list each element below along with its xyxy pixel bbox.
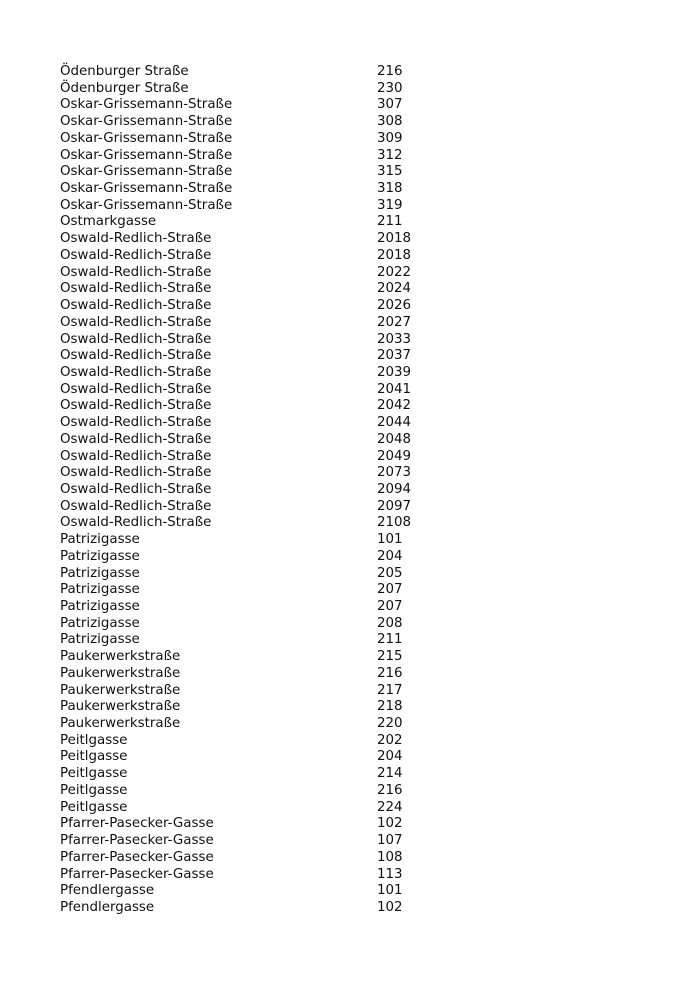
street-name: Oswald-Redlich-Straße: [60, 465, 212, 481]
house-number: 204: [377, 749, 403, 765]
street-name: Peitlgasse: [60, 799, 128, 815]
list-item: [60, 666, 480, 683]
street-name: Peitlgasse: [60, 749, 128, 765]
street-name: Oswald-Redlich-Straße: [60, 381, 212, 397]
list-item: [60, 198, 480, 215]
list-item: [60, 499, 480, 516]
house-number: 216: [377, 782, 403, 798]
house-number: 216: [377, 64, 403, 79]
house-number: 2073: [377, 465, 412, 481]
list-item: [60, 432, 480, 449]
street-name: Patrizigasse: [60, 582, 140, 598]
street-name: Oswald-Redlich-Straße: [60, 364, 212, 380]
street-name: Peitlgasse: [60, 766, 128, 782]
list-item: [60, 833, 480, 850]
list-item: [60, 97, 480, 114]
street-name: Patrizigasse: [60, 599, 140, 614]
street-number-list: [60, 64, 480, 917]
street-name: Oswald-Redlich-Straße: [60, 431, 212, 447]
house-number: 224: [377, 799, 403, 815]
street-name: Oskar-Grissemann-Straße: [60, 197, 233, 213]
list-item: [60, 64, 480, 81]
house-number: 207: [377, 582, 403, 598]
list-item: [60, 365, 480, 382]
list-item: [60, 465, 480, 482]
list-item: [60, 281, 480, 298]
list-item: [60, 415, 480, 432]
list-item: [60, 315, 480, 332]
house-number: 218: [377, 699, 403, 715]
house-number: 204: [377, 548, 403, 564]
street-name: Oswald-Redlich-Straße: [60, 331, 212, 347]
list-item: [60, 231, 480, 248]
house-number: 309: [377, 130, 403, 146]
house-number: 102: [377, 816, 403, 832]
house-number: 2041: [377, 381, 412, 397]
list-item: [60, 265, 480, 282]
house-number: 216: [377, 665, 403, 681]
house-number: 107: [377, 833, 403, 849]
street-name: Oswald-Redlich-Straße: [60, 231, 212, 247]
list-item: [60, 298, 480, 315]
house-number: 2094: [377, 481, 412, 497]
street-name: Oswald-Redlich-Straße: [60, 348, 212, 364]
house-number: 102: [377, 899, 403, 915]
street-name: Pfarrer-Pasecker-Gasse: [60, 816, 214, 832]
list-item: [60, 81, 480, 98]
list-item: [60, 449, 480, 466]
list-item: [60, 616, 480, 633]
list-item: [60, 131, 480, 148]
list-item: [60, 214, 480, 231]
street-name: Pfarrer-Pasecker-Gasse: [60, 849, 214, 865]
list-item: [60, 164, 480, 181]
street-name: Paukerwerkstraße: [60, 665, 181, 681]
house-number: 315: [377, 164, 403, 180]
street-name: Oskar-Grissemann-Straße: [60, 130, 233, 146]
house-number: 202: [377, 732, 403, 748]
list-item: [60, 599, 480, 616]
house-number: 2108: [377, 515, 412, 531]
list-item: [60, 699, 480, 716]
street-name: Oswald-Redlich-Straße: [60, 448, 212, 464]
list-item: [60, 181, 480, 198]
house-number: 217: [377, 682, 403, 698]
house-number: 307: [377, 97, 403, 113]
house-number: 308: [377, 114, 403, 130]
house-number: 2026: [377, 298, 412, 314]
street-name: Oskar-Grissemann-Straße: [60, 97, 233, 113]
street-name: Patrizigasse: [60, 632, 140, 648]
list-item: [60, 482, 480, 499]
house-number: 2097: [377, 498, 412, 514]
street-name: Ödenburger Straße: [60, 64, 189, 79]
street-name: Paukerwerkstraße: [60, 699, 181, 715]
street-name: Paukerwerkstraße: [60, 649, 181, 665]
list-item: [60, 382, 480, 399]
house-number: 2022: [377, 264, 412, 280]
house-number: 2044: [377, 415, 412, 431]
house-number: 215: [377, 649, 403, 665]
street-name: Oswald-Redlich-Straße: [60, 264, 212, 280]
street-name: Oswald-Redlich-Straße: [60, 398, 212, 414]
house-number: 2018: [377, 247, 412, 263]
house-number: 220: [377, 716, 403, 732]
house-number: 2018: [377, 231, 412, 247]
list-item: [60, 148, 480, 165]
list-item: [60, 632, 480, 649]
list-item: [60, 716, 480, 733]
list-item: [60, 582, 480, 599]
house-number: 318: [377, 181, 403, 197]
street-name: Oswald-Redlich-Straße: [60, 314, 212, 330]
house-number: 101: [377, 532, 403, 548]
house-number: 208: [377, 615, 403, 631]
house-number: 205: [377, 565, 403, 581]
house-number: 2027: [377, 314, 412, 330]
list-item: [60, 332, 480, 349]
street-name: Peitlgasse: [60, 732, 128, 748]
house-number: 319: [377, 197, 403, 213]
house-number: 2037: [377, 348, 412, 364]
house-number: 113: [377, 866, 403, 882]
list-item: [60, 900, 480, 917]
street-name: Patrizigasse: [60, 565, 140, 581]
street-name: Oswald-Redlich-Straße: [60, 247, 212, 263]
list-item: [60, 800, 480, 817]
list-item: [60, 248, 480, 265]
street-name: Patrizigasse: [60, 615, 140, 631]
street-name: Ödenburger Straße: [60, 80, 189, 96]
house-number: 312: [377, 147, 403, 163]
list-item: [60, 749, 480, 766]
street-name: Oskar-Grissemann-Straße: [60, 147, 233, 163]
list-item: [60, 114, 480, 131]
house-number: 207: [377, 599, 403, 614]
street-name: Ostmarkgasse: [60, 214, 157, 230]
list-item: [60, 566, 480, 583]
street-name: Patrizigasse: [60, 548, 140, 564]
list-item: [60, 867, 480, 884]
list-item: [60, 683, 480, 700]
street-name: Oswald-Redlich-Straße: [60, 415, 212, 431]
house-number: 2049: [377, 448, 412, 464]
street-name: Oskar-Grissemann-Straße: [60, 181, 233, 197]
house-number: 2033: [377, 331, 412, 347]
house-number: 101: [377, 883, 403, 899]
street-name: Paukerwerkstraße: [60, 716, 181, 732]
street-name: Paukerwerkstraße: [60, 682, 181, 698]
list-item: [60, 649, 480, 666]
list-item: [60, 766, 480, 783]
house-number: 2048: [377, 431, 412, 447]
street-name: Pfendlergasse: [60, 899, 155, 915]
list-item: [60, 816, 480, 833]
list-item: [60, 733, 480, 750]
house-number: 2024: [377, 281, 412, 297]
street-name: Patrizigasse: [60, 532, 140, 548]
street-name: Peitlgasse: [60, 782, 128, 798]
house-number: 2039: [377, 364, 412, 380]
street-name: Oswald-Redlich-Straße: [60, 515, 212, 531]
house-number: 230: [377, 80, 403, 96]
list-item: [60, 348, 480, 365]
street-name: Oswald-Redlich-Straße: [60, 498, 212, 514]
street-name: Oskar-Grissemann-Straße: [60, 164, 233, 180]
house-number: 2042: [377, 398, 412, 414]
list-item: [60, 515, 480, 532]
list-item: [60, 783, 480, 800]
street-name: Oswald-Redlich-Straße: [60, 298, 212, 314]
street-name: Oswald-Redlich-Straße: [60, 281, 212, 297]
house-number: 211: [377, 214, 403, 230]
list-item: [60, 532, 480, 549]
list-item: [60, 549, 480, 566]
street-name: Pfendlergasse: [60, 883, 155, 899]
street-name: Pfarrer-Pasecker-Gasse: [60, 866, 214, 882]
street-name: Oswald-Redlich-Straße: [60, 481, 212, 497]
house-number: 211: [377, 632, 403, 648]
list-item: [60, 883, 480, 900]
list-item: [60, 850, 480, 867]
street-name: Pfarrer-Pasecker-Gasse: [60, 833, 214, 849]
house-number: 214: [377, 766, 403, 782]
street-name: Oskar-Grissemann-Straße: [60, 114, 233, 130]
list-item: [60, 398, 480, 415]
house-number: 108: [377, 849, 403, 865]
